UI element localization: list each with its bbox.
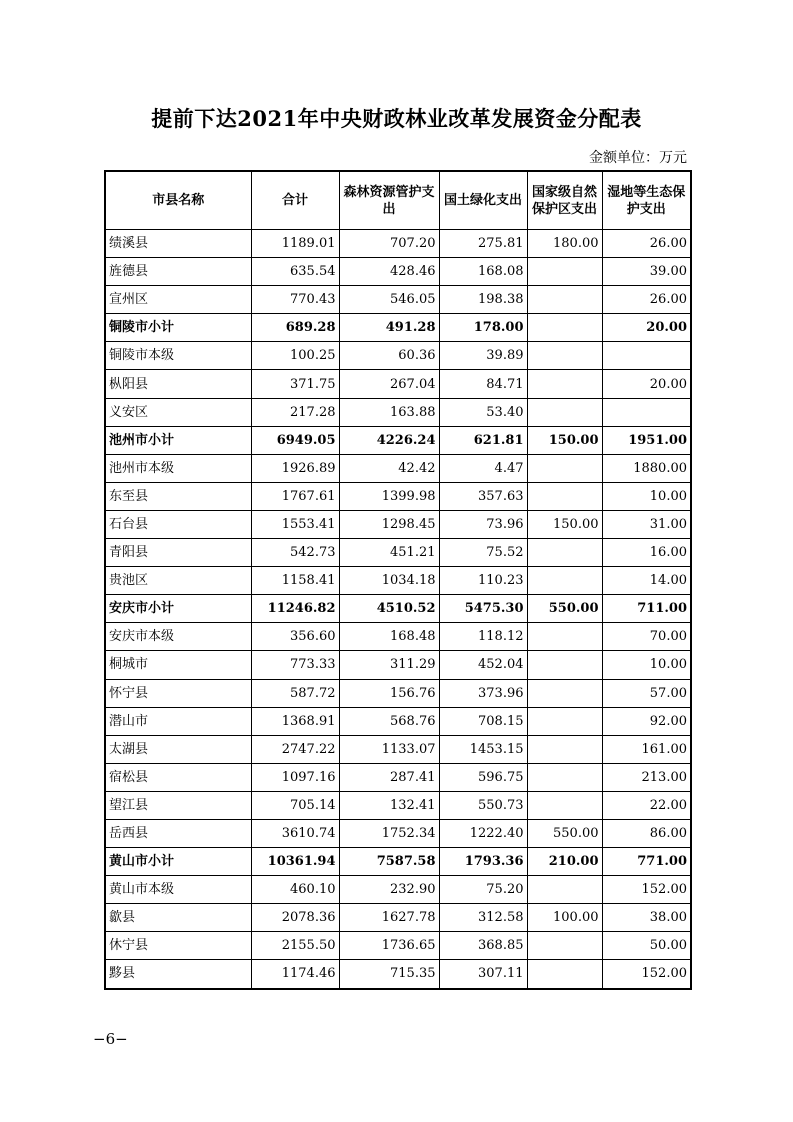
cell-name: 休宁县 <box>105 932 251 960</box>
cell-name: 旌德县 <box>105 258 251 286</box>
cell-forest: 1133.07 <box>339 735 439 763</box>
cell-wetland: 213.00 <box>602 763 691 791</box>
cell-wetland: 1880.00 <box>602 454 691 482</box>
cell-name: 东至县 <box>105 482 251 510</box>
cell-name: 黟县 <box>105 960 251 989</box>
cell-forest: 1736.65 <box>339 932 439 960</box>
allocation-table <box>104 170 692 990</box>
table-row <box>105 904 691 932</box>
table-row <box>105 539 691 567</box>
cell-forest: 311.29 <box>339 651 439 679</box>
cell-total: 2155.50 <box>251 932 339 960</box>
cell-wetland: 20.00 <box>602 370 691 398</box>
cell-reserve <box>527 707 602 735</box>
cell-forest: 7587.58 <box>339 848 439 876</box>
cell-total: 770.43 <box>251 286 339 314</box>
cell-reserve: 550.00 <box>527 595 602 623</box>
cell-wetland <box>602 398 691 426</box>
cell-wetland <box>602 342 691 370</box>
cell-greening: 75.20 <box>439 876 527 904</box>
cell-wetland: 50.00 <box>602 932 691 960</box>
table-row <box>105 342 691 370</box>
cell-greening: 550.73 <box>439 791 527 819</box>
cell-total: 10361.94 <box>251 848 339 876</box>
cell-total: 11246.82 <box>251 595 339 623</box>
cell-wetland: 26.00 <box>602 286 691 314</box>
cell-reserve <box>527 286 602 314</box>
cell-total: 635.54 <box>251 258 339 286</box>
cell-forest: 707.20 <box>339 230 439 258</box>
cell-wetland: 161.00 <box>602 735 691 763</box>
cell-forest: 168.48 <box>339 623 439 651</box>
table-row <box>105 679 691 707</box>
cell-name: 岳西县 <box>105 819 251 847</box>
cell-forest: 232.90 <box>339 876 439 904</box>
cell-wetland: 20.00 <box>602 314 691 342</box>
table-row <box>105 651 691 679</box>
cell-greening: 73.96 <box>439 510 527 538</box>
cell-forest: 60.36 <box>339 342 439 370</box>
cell-greening: 452.04 <box>439 651 527 679</box>
cell-reserve: 180.00 <box>527 230 602 258</box>
table-row <box>105 932 691 960</box>
cell-total: 6949.05 <box>251 426 339 454</box>
cell-name: 歙县 <box>105 904 251 932</box>
cell-name: 义安区 <box>105 398 251 426</box>
cell-total: 1553.41 <box>251 510 339 538</box>
cell-name: 黄山市小计 <box>105 848 251 876</box>
cell-greening: 5475.30 <box>439 595 527 623</box>
cell-forest: 42.42 <box>339 454 439 482</box>
cell-greening: 198.38 <box>439 286 527 314</box>
cell-total: 371.75 <box>251 370 339 398</box>
cell-forest: 715.35 <box>339 960 439 989</box>
cell-reserve: 150.00 <box>527 426 602 454</box>
cell-greening: 596.75 <box>439 763 527 791</box>
cell-name: 绩溪县 <box>105 230 251 258</box>
cell-total: 356.60 <box>251 623 339 651</box>
cell-greening: 708.15 <box>439 707 527 735</box>
cell-wetland: 1951.00 <box>602 426 691 454</box>
cell-name: 宣州区 <box>105 286 251 314</box>
cell-name: 池州市本级 <box>105 454 251 482</box>
cell-greening: 39.89 <box>439 342 527 370</box>
table-row <box>105 370 691 398</box>
subtotal-row <box>105 595 691 623</box>
cell-forest: 428.46 <box>339 258 439 286</box>
cell-name: 池州市小计 <box>105 426 251 454</box>
cell-wetland: 14.00 <box>602 567 691 595</box>
cell-greening: 110.23 <box>439 567 527 595</box>
column-header-name: 市县名称 <box>105 171 251 230</box>
cell-name: 太湖县 <box>105 735 251 763</box>
cell-name: 枞阳县 <box>105 370 251 398</box>
cell-greening: 84.71 <box>439 370 527 398</box>
cell-wetland: 86.00 <box>602 819 691 847</box>
cell-reserve <box>527 679 602 707</box>
cell-wetland: 38.00 <box>602 904 691 932</box>
cell-greening: 1222.40 <box>439 819 527 847</box>
table-row <box>105 819 691 847</box>
page-number: −6− <box>93 1030 128 1048</box>
cell-forest: 156.76 <box>339 679 439 707</box>
cell-reserve <box>527 791 602 819</box>
cell-reserve: 550.00 <box>527 819 602 847</box>
cell-reserve <box>527 342 602 370</box>
cell-name: 铜陵市小计 <box>105 314 251 342</box>
cell-name: 宿松县 <box>105 763 251 791</box>
cell-forest: 132.41 <box>339 791 439 819</box>
cell-forest: 491.28 <box>339 314 439 342</box>
cell-reserve <box>527 960 602 989</box>
cell-reserve <box>527 398 602 426</box>
cell-wetland: 16.00 <box>602 539 691 567</box>
cell-forest: 267.04 <box>339 370 439 398</box>
cell-total: 705.14 <box>251 791 339 819</box>
cell-reserve <box>527 763 602 791</box>
cell-reserve: 150.00 <box>527 510 602 538</box>
cell-name: 望江县 <box>105 791 251 819</box>
cell-wetland: 26.00 <box>602 230 691 258</box>
cell-total: 2747.22 <box>251 735 339 763</box>
cell-reserve <box>527 876 602 904</box>
cell-total: 1767.61 <box>251 482 339 510</box>
table-row <box>105 286 691 314</box>
cell-wetland: 10.00 <box>602 651 691 679</box>
cell-total: 100.25 <box>251 342 339 370</box>
cell-reserve <box>527 932 602 960</box>
table-body <box>105 230 691 989</box>
cell-reserve <box>527 651 602 679</box>
column-header-forest: 森林资源管护支出 <box>339 171 439 230</box>
cell-total: 587.72 <box>251 679 339 707</box>
cell-forest: 1399.98 <box>339 482 439 510</box>
cell-forest: 1298.45 <box>339 510 439 538</box>
cell-greening: 168.08 <box>439 258 527 286</box>
cell-total: 1174.46 <box>251 960 339 989</box>
cell-wetland: 22.00 <box>602 791 691 819</box>
page-title: 提前下达2021年中央财政林业改革发展资金分配表 <box>151 106 642 131</box>
cell-name: 石台县 <box>105 510 251 538</box>
cell-name: 桐城市 <box>105 651 251 679</box>
cell-total: 1189.01 <box>251 230 339 258</box>
cell-reserve <box>527 454 602 482</box>
cell-forest: 287.41 <box>339 763 439 791</box>
cell-wetland: 771.00 <box>602 848 691 876</box>
cell-greening: 312.58 <box>439 904 527 932</box>
column-header-wetland: 湿地等生态保护支出 <box>602 171 691 230</box>
table-row <box>105 510 691 538</box>
cell-reserve <box>527 258 602 286</box>
cell-wetland: 70.00 <box>602 623 691 651</box>
cell-forest: 163.88 <box>339 398 439 426</box>
table-row <box>105 876 691 904</box>
cell-reserve <box>527 567 602 595</box>
cell-wetland: 10.00 <box>602 482 691 510</box>
table-row <box>105 454 691 482</box>
cell-greening: 621.81 <box>439 426 527 454</box>
subtotal-row <box>105 848 691 876</box>
table-row <box>105 398 691 426</box>
cell-name: 青阳县 <box>105 539 251 567</box>
cell-reserve <box>527 482 602 510</box>
cell-reserve: 100.00 <box>527 904 602 932</box>
cell-forest: 4510.52 <box>339 595 439 623</box>
cell-name: 贵池区 <box>105 567 251 595</box>
cell-name: 怀宁县 <box>105 679 251 707</box>
cell-reserve: 210.00 <box>527 848 602 876</box>
cell-name: 潜山市 <box>105 707 251 735</box>
cell-total: 542.73 <box>251 539 339 567</box>
unit-label: 金额单位：万元 <box>589 150 687 166</box>
table-row <box>105 960 691 989</box>
column-header-total: 合计 <box>251 171 339 230</box>
cell-greening: 373.96 <box>439 679 527 707</box>
table-row <box>105 482 691 510</box>
cell-name: 黄山市本级 <box>105 876 251 904</box>
cell-greening: 307.11 <box>439 960 527 989</box>
cell-wetland: 39.00 <box>602 258 691 286</box>
cell-reserve <box>527 539 602 567</box>
cell-forest: 4226.24 <box>339 426 439 454</box>
cell-wetland: 31.00 <box>602 510 691 538</box>
cell-reserve <box>527 735 602 763</box>
cell-greening: 275.81 <box>439 230 527 258</box>
table-row <box>105 707 691 735</box>
cell-greening: 4.47 <box>439 454 527 482</box>
table-row <box>105 735 691 763</box>
cell-forest: 1752.34 <box>339 819 439 847</box>
cell-reserve <box>527 314 602 342</box>
cell-name: 安庆市小计 <box>105 595 251 623</box>
subtotal-row <box>105 426 691 454</box>
cell-total: 3610.74 <box>251 819 339 847</box>
cell-total: 2078.36 <box>251 904 339 932</box>
cell-reserve <box>527 370 602 398</box>
table-row <box>105 791 691 819</box>
cell-greening: 53.40 <box>439 398 527 426</box>
cell-forest: 451.21 <box>339 539 439 567</box>
table-row <box>105 258 691 286</box>
cell-wetland: 92.00 <box>602 707 691 735</box>
cell-total: 1158.41 <box>251 567 339 595</box>
cell-reserve <box>527 623 602 651</box>
cell-greening: 1453.15 <box>439 735 527 763</box>
cell-greening: 178.00 <box>439 314 527 342</box>
cell-total: 1368.91 <box>251 707 339 735</box>
cell-wetland: 152.00 <box>602 960 691 989</box>
cell-name: 安庆市本级 <box>105 623 251 651</box>
cell-greening: 368.85 <box>439 932 527 960</box>
cell-forest: 568.76 <box>339 707 439 735</box>
table-row <box>105 623 691 651</box>
column-header-greening: 国土绿化支出 <box>439 171 527 230</box>
cell-total: 773.33 <box>251 651 339 679</box>
cell-wetland: 152.00 <box>602 876 691 904</box>
cell-wetland: 711.00 <box>602 595 691 623</box>
cell-total: 689.28 <box>251 314 339 342</box>
cell-forest: 1034.18 <box>339 567 439 595</box>
cell-total: 1097.16 <box>251 763 339 791</box>
cell-total: 460.10 <box>251 876 339 904</box>
cell-total: 217.28 <box>251 398 339 426</box>
cell-greening: 118.12 <box>439 623 527 651</box>
table-row <box>105 567 691 595</box>
cell-name: 铜陵市本级 <box>105 342 251 370</box>
table-row <box>105 763 691 791</box>
table-row <box>105 230 691 258</box>
cell-total: 1926.89 <box>251 454 339 482</box>
cell-forest: 546.05 <box>339 286 439 314</box>
column-header-reserve: 国家级自然保护区支出 <box>527 171 602 230</box>
subtotal-row <box>105 314 691 342</box>
cell-greening: 75.52 <box>439 539 527 567</box>
cell-forest: 1627.78 <box>339 904 439 932</box>
cell-greening: 1793.36 <box>439 848 527 876</box>
cell-wetland: 57.00 <box>602 679 691 707</box>
table-header-row <box>105 171 691 230</box>
cell-greening: 357.63 <box>439 482 527 510</box>
